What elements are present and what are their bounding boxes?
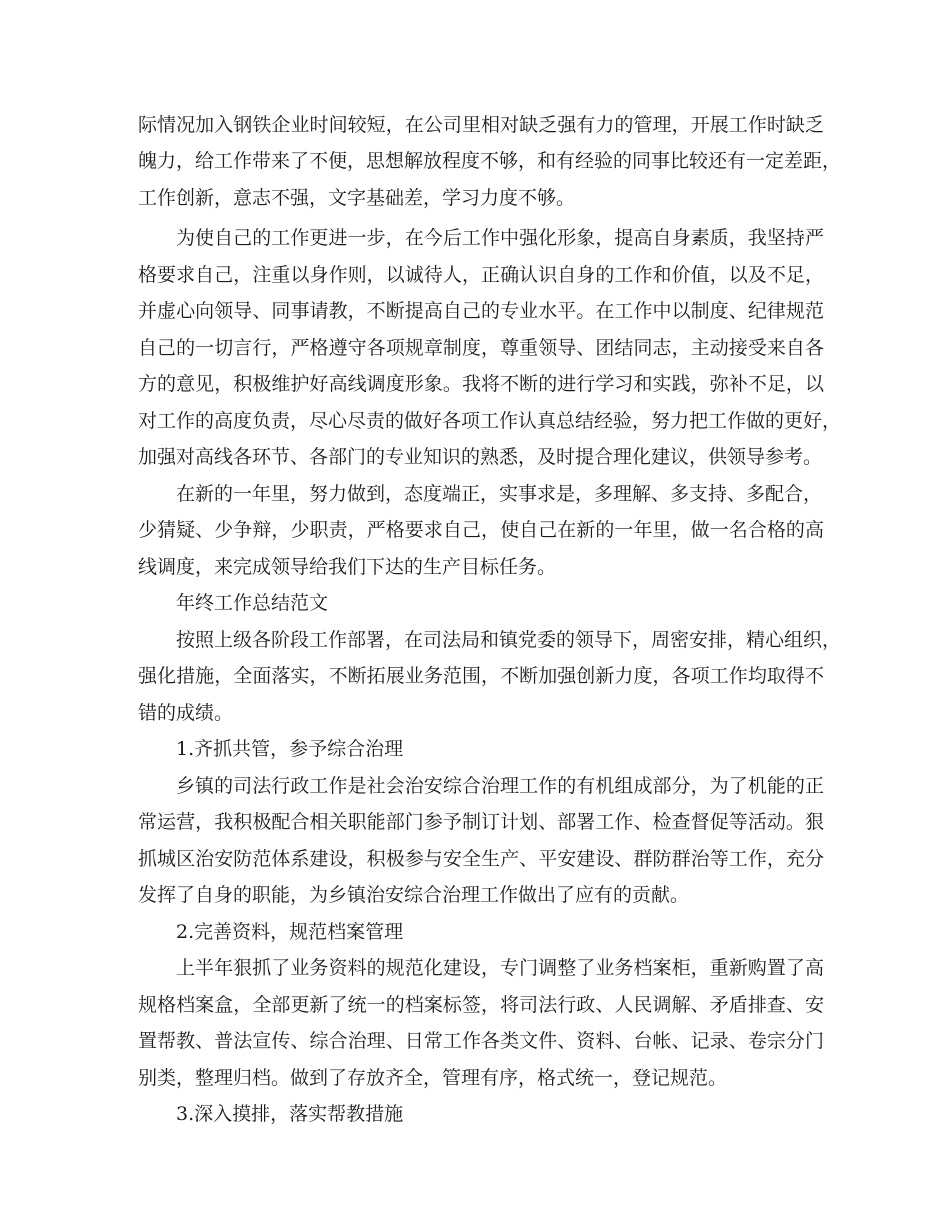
text-line: 对工作的高度负责，尽心尽责的做好各项工作认真总结经验，努力把工作做的更好， (138, 410, 842, 432)
paragraph-first-line: 在新的一年里，努力做到，态度端正，实事求是，多理解、多支持、多配合， (176, 483, 823, 505)
text-line: 线调度，来完成领导给我们下达的生产目标任务。 (138, 556, 557, 578)
section-title: 年终工作总结范文 (176, 592, 329, 614)
section-heading: 1.齐抓共管，参予综合治理 (176, 738, 404, 760)
text-line: 抓城区治安防范体系建设，积极参与安全生产、平安建设、群防群治等工作，充分 (138, 848, 824, 870)
section-heading: 3.深入摸排，落实帮教措施 (176, 1103, 404, 1125)
paragraph-first-line: 按照上级各阶段工作部署，在司法局和镇党委的领导下，周密安排，精心组织， (176, 629, 842, 651)
text-line: 工作创新，意志不强，文字基础差，学习力度不够。 (138, 187, 576, 209)
text-line: 少猜疑、少争辩，少职责，严格要求自己，使自己在新的一年里，做一名合格的高 (138, 519, 824, 541)
text-line: 加强对高线各环节、各部门的专业知识的熟悉，及时提合理化建议，供领导参考。 (138, 446, 823, 468)
paragraph-first-line: 乡镇的司法行政工作是社会治安综合治理工作的有机组成部分，为了机能的正 (176, 775, 824, 797)
text-line: 方的意见，积极维护好高线调度形象。我将不断的进行学习和实践，弥补不足，以 (138, 373, 824, 395)
paragraph-first-line: 上半年狠抓了业务资料的规范化建设，专门调整了业务档案柜，重新购置了高 (176, 957, 824, 979)
text-line: 自己的一切言行，严格遵守各项规章制度，尊重领导、团结同志，主动接受来自各 (138, 337, 824, 359)
text-line: 际情况加入钢铁企业时间较短，在公司里相对缺乏强有力的管理，开展工作时缺乏 (138, 114, 824, 136)
text-line: 强化措施，全面落实，不断拓展业务范围，不断加强创新力度，各项工作均取得不 (138, 665, 824, 687)
text-line: 并虚心向领导、同事请教，不断提高自己的专业水平。在工作中以制度、纪律规范 (138, 300, 824, 322)
text-line: 魄力，给工作带来了不便，思想解放程度不够，和有经验的同事比较还有一定差距， (138, 150, 842, 172)
text-line: 别类，整理归档。做到了存放齐全，管理有序，格式统一，登记规范。 (138, 1067, 728, 1089)
paragraph-first-line: 为使自己的工作更进一步，在今后工作中强化形象，提高自身素质，我坚持严 (176, 227, 824, 249)
text-line: 格要求自己，注重以身作则，以诚待人，正确认识自身的工作和价值，以及不足， (138, 264, 824, 286)
text-line: 常运营，我积极配合相关职能部门参予制订计划、部署工作、检查督促等活动。狠 (138, 811, 824, 833)
text-line: 错的成绩。 (138, 702, 234, 724)
text-line: 规格档案盒，全部更新了统一的档案标签，将司法行政、人民调解、矛盾排查、安 (138, 994, 824, 1016)
text-line: 置帮教、普法宣传、综合治理、日常工作各类文件、资料、台帐、记录、卷宗分门 (138, 1030, 824, 1052)
section-heading: 2.完善资料，规范档案管理 (176, 921, 404, 943)
text-line: 发挥了自身的职能，为乡镇治安综合治理工作做出了应有的贡献。 (138, 884, 690, 906)
